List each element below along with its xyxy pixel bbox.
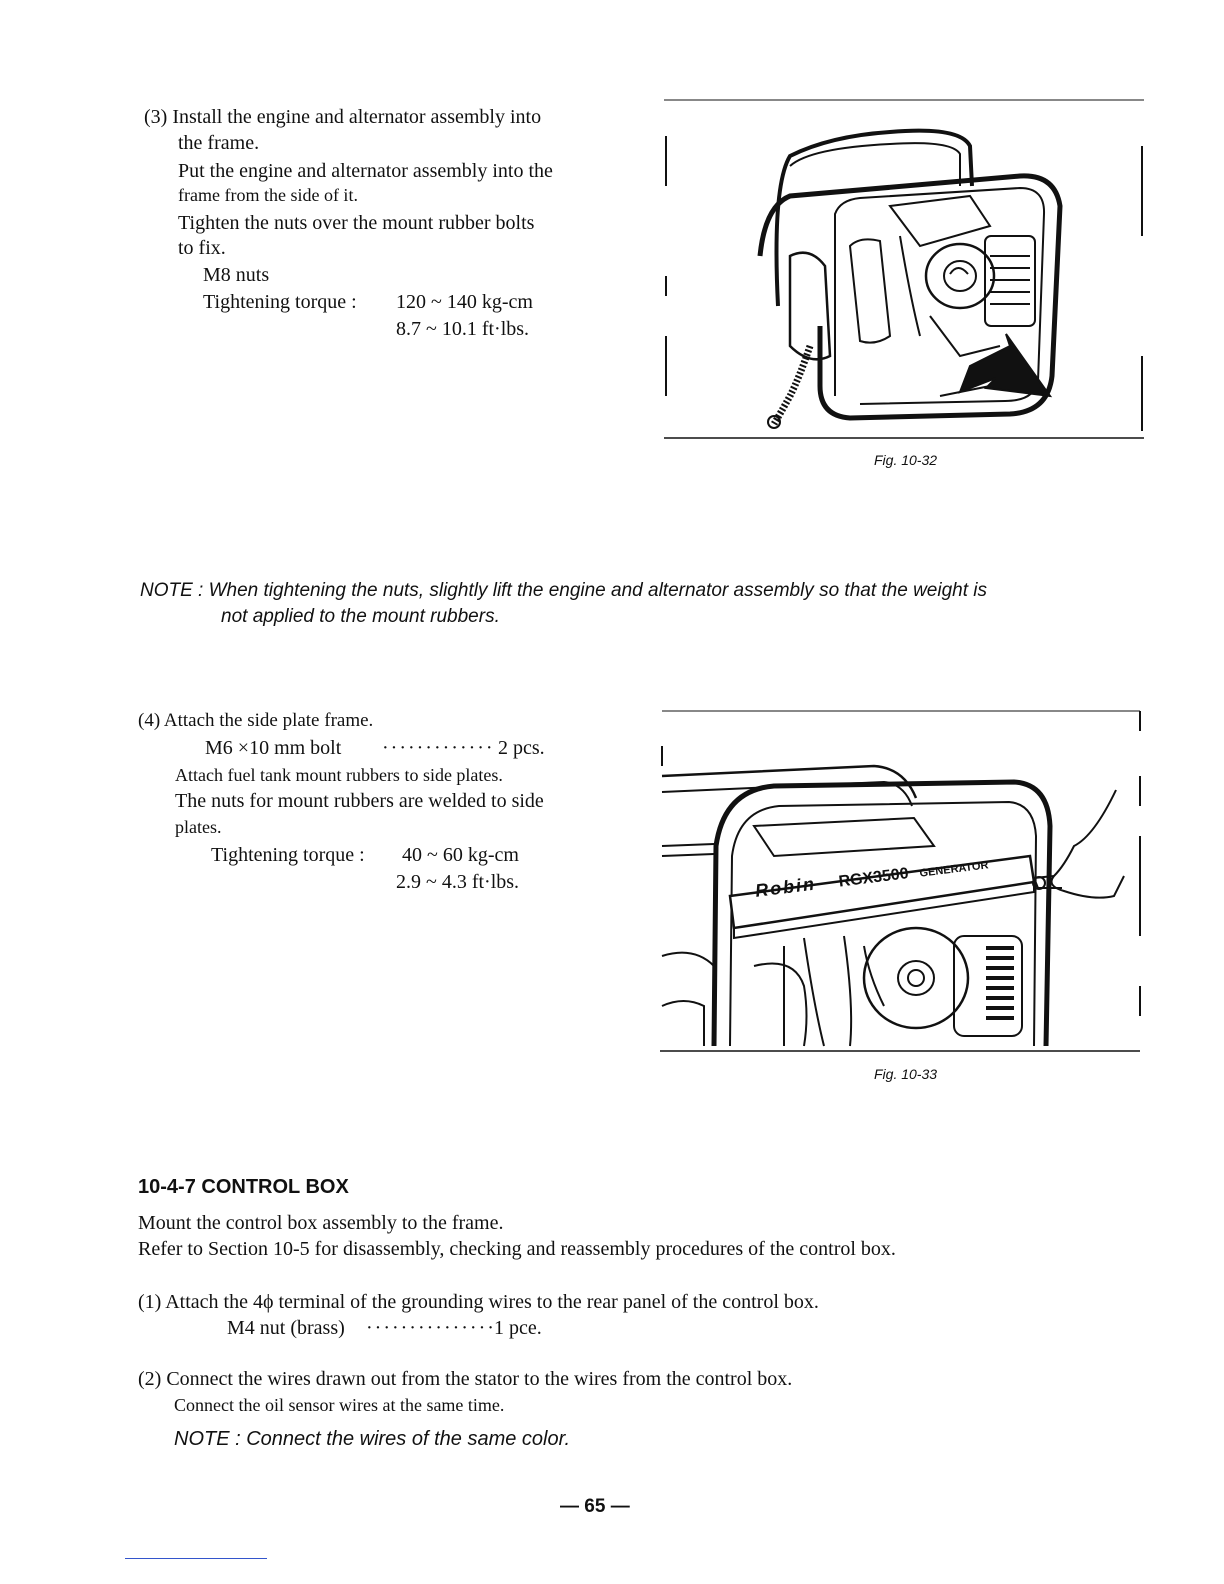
step3-torque-ft: 8.7 ~ 10.1 ft·lbs. xyxy=(396,318,530,340)
step3-line: Put the engine and alternator assembly into the xyxy=(178,160,553,182)
section-step1-qty: 1 pce. xyxy=(494,1317,542,1339)
step4-bolt-qty: 2 pcs. xyxy=(498,737,545,759)
step3-line: Tighten the nuts over the mount rubber bolts xyxy=(178,212,535,234)
section-step1: (1) Attach the 4ϕ terminal of the grounding wires to the rear panel of the control box. xyxy=(138,1291,819,1313)
section-intro: Refer to Section 10-5 for disassembly, checking and reassembly procedures of the control box. xyxy=(138,1238,896,1260)
step3-torque-label: Tightening torque : xyxy=(203,291,357,313)
step4-torque-ft: 2.9 ~ 4.3 ft·lbs. xyxy=(396,871,520,893)
step3-title-cont: the frame. xyxy=(178,132,260,154)
fig2-brand: Robin xyxy=(754,873,817,901)
section-intro: Mount the control box assembly to the frame. xyxy=(138,1212,504,1234)
step4-bolt-label: M6 ×10 mm bolt xyxy=(205,737,342,759)
step4-torque-kg: 40 ~ 60 kg-cm xyxy=(402,844,519,866)
step4-torque-label: Tightening torque : xyxy=(211,844,365,866)
section-step2-sub: Connect the oil sensor wires at the same time. xyxy=(174,1395,505,1415)
section-step1-dots: ··············· xyxy=(366,1317,496,1339)
step4-line: plates. xyxy=(175,817,222,837)
footer-rule xyxy=(125,1558,267,1559)
step3-title: (3) Install the engine and alternator assembly into xyxy=(144,106,542,128)
step3-line: frame from the side of it. xyxy=(178,185,358,205)
section-note: NOTE : Connect the wires of the same color. xyxy=(174,1428,571,1450)
section-step2: (2) Connect the wires drawn out from the stator to the wires from the control box. xyxy=(138,1368,793,1390)
step4-line: The nuts for mount rubbers are welded to side xyxy=(175,790,544,812)
figure-10-32 xyxy=(660,96,1150,442)
step3-torque-kg: 120 ~ 140 kg-cm xyxy=(396,291,533,313)
fig2-caption: Fig. 10-33 xyxy=(874,1066,938,1082)
step4-bolt-dots: ············· xyxy=(382,737,495,759)
section-heading: 10-4-7 CONTROL BOX xyxy=(138,1176,349,1198)
step4-title: (4) Attach the side plate frame. xyxy=(138,710,374,731)
fig2-badge: GENERATOR xyxy=(918,859,990,880)
fig2-model: RGX3500 xyxy=(837,865,910,891)
step3-line: to fix. xyxy=(178,237,226,259)
section-step1-part: M4 nut (brass) xyxy=(227,1317,345,1339)
page-number: — 65 — xyxy=(560,1496,630,1517)
step3-nut: M8 nuts xyxy=(203,264,270,286)
note1-line2: not applied to the mount rubbers. xyxy=(221,606,500,627)
note1-line1: NOTE : When tightening the nuts, slightly lift the engine and alternator assembly so that the weight is xyxy=(140,580,988,601)
fig1-caption: Fig. 10-32 xyxy=(874,452,938,468)
step4-line: Attach fuel tank mount rubbers to side plates. xyxy=(175,765,503,785)
